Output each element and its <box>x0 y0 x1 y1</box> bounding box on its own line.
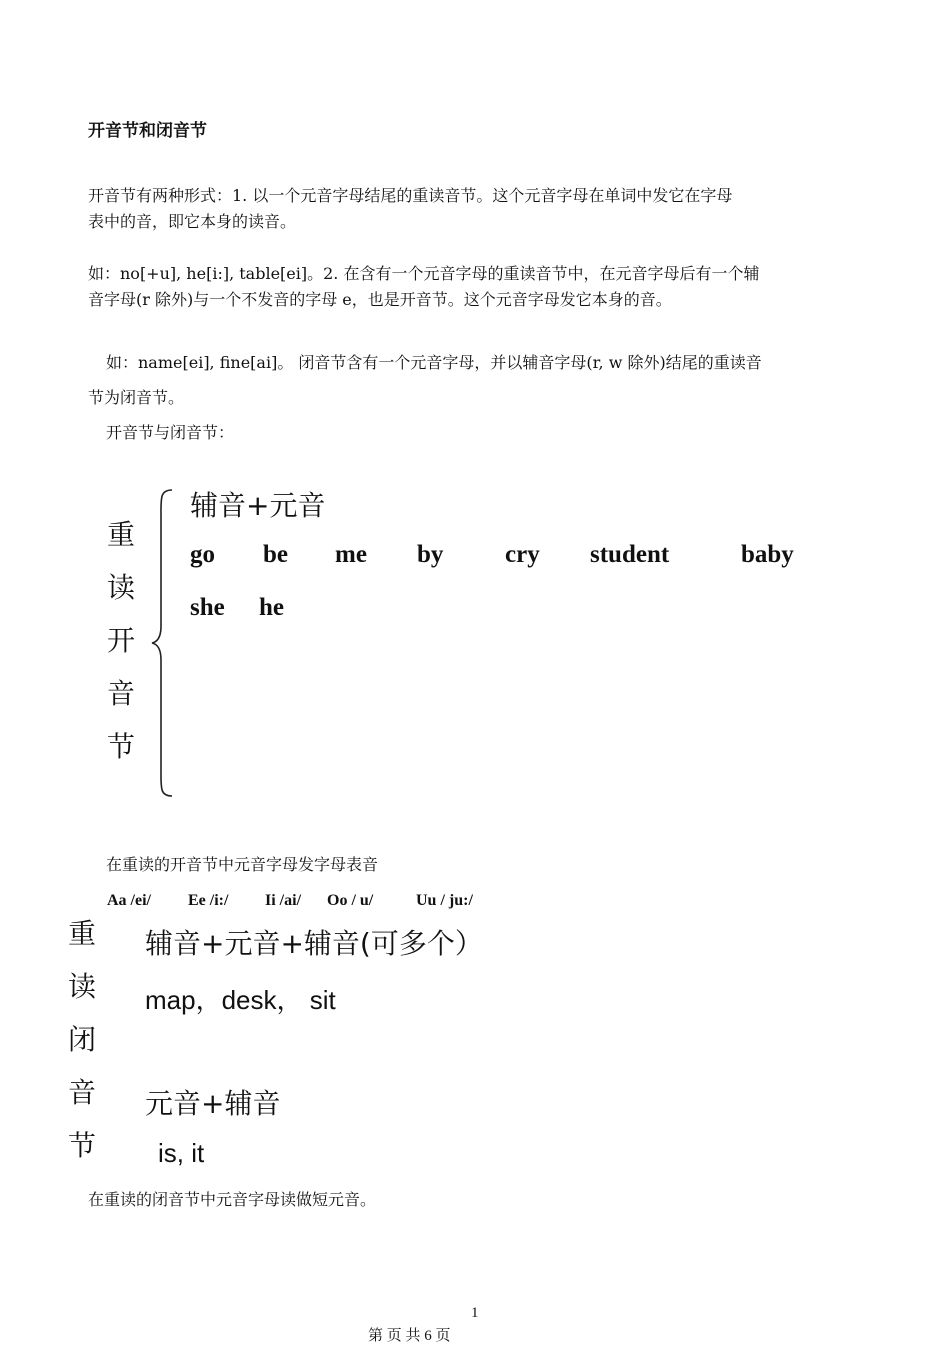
vowel-sound: Ee /i:/ <box>188 892 229 909</box>
page-number: 1 <box>471 1305 479 1321</box>
open-word: by <box>417 541 444 568</box>
open-word: baby <box>741 541 794 568</box>
closed-pattern-1: 辅音+元音+辅音(可多个） <box>145 927 483 960</box>
open-word: she <box>190 594 225 621</box>
open-pattern: 辅音+元音 <box>190 489 326 522</box>
vowel-sound: Aa /ei/ <box>107 892 151 909</box>
closed-examples-1: map，desk， sit <box>145 985 336 1015</box>
open-word: me <box>335 541 367 568</box>
open-label-char: 节 <box>107 730 136 763</box>
closed-label-char: 闭 <box>68 1023 97 1056</box>
paragraph-3-line-1: 如：name[ei], fine[ai]。 闭音节含有一个元音字母，并以辅音字母(r, w 除外)结尾的重读音 <box>106 353 762 372</box>
open-word: cry <box>505 541 540 568</box>
vowel-sound: Oo / u/ <box>327 892 374 909</box>
open-label-char: 读 <box>107 571 136 604</box>
closed-label-char: 读 <box>68 970 97 1003</box>
paragraph-2-line-1: 如：no[+u], he[i:], table[ei]。2. 在含有一个元音字母的重读音节中，在元音字母后有一个辅 <box>88 264 760 283</box>
closed-label-char: 音 <box>68 1076 97 1109</box>
open-word: go <box>190 541 215 568</box>
closed-examples-2: is, it <box>158 1138 205 1168</box>
open-label-char: 重 <box>107 518 136 551</box>
paragraph-3-line-2: 节为闭音节。 <box>88 388 185 407</box>
open-word: he <box>259 594 284 621</box>
closed-note: 在重读的闭音节中元音字母读做短元音。 <box>88 1190 377 1209</box>
vowel-sound: Uu / ju:/ <box>416 892 473 909</box>
paragraph-1-line-2: 表中的音，即它本身的读音。 <box>88 212 297 231</box>
open-note: 在重读的开音节中元音字母发字母表音 <box>106 855 379 874</box>
closed-pattern-2: 元音+辅音 <box>145 1087 281 1120</box>
paragraph-4: 开音节与闭音节： <box>106 423 235 442</box>
open-word: student <box>590 541 670 568</box>
open-label-char: 音 <box>107 677 136 710</box>
closed-label-char: 重 <box>68 917 97 950</box>
page-count: 第 页 共 6 页 <box>368 1328 451 1344</box>
left-brace <box>148 486 178 801</box>
paragraph-1-line-1: 开音节有两种形式：1. 以一个元音字母结尾的重读音节。这个元音字母在单词中发它在字母 <box>88 186 733 205</box>
open-word: be <box>263 541 288 568</box>
vowel-sound: Ii /ai/ <box>265 892 302 909</box>
closed-label-char: 节 <box>68 1129 97 1162</box>
open-label-char: 开 <box>107 624 136 657</box>
page-title: 开音节和闭音节 <box>88 121 207 141</box>
paragraph-2-line-2: 音字母(r 除外)与一个不发音的字母 e，也是开音节。这个元音字母发它本身的音。 <box>88 290 672 309</box>
